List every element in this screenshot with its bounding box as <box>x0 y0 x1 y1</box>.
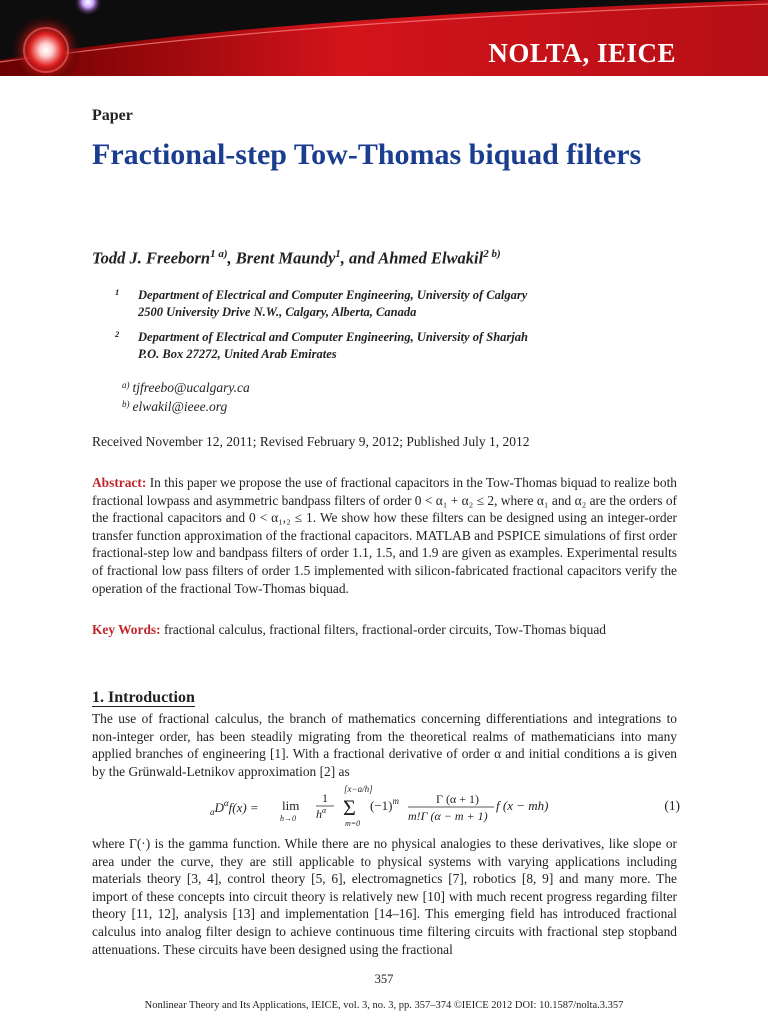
email-entry <box>122 377 250 396</box>
section-label: Paper <box>92 107 133 124</box>
svg-text:1: 1 <box>322 791 328 805</box>
affiliation-line: P.O. Box 27272, United Arab Emirates <box>138 347 337 361</box>
affiliation-line: Department of Electrical and Computer Engineering, University of Sharjah <box>138 330 528 344</box>
page-number: 357 <box>374 972 394 986</box>
keywords-text: fractional calculus, fractional filters, fractional-order circuits, Tow-Thomas biquad <box>163 622 606 637</box>
email-tag: b) <box>122 399 130 409</box>
affiliation-line: Department of Electrical and Computer Engineering, University of Calgary <box>138 288 528 302</box>
section-heading <box>92 689 677 707</box>
svg-text:aDαf(x) =: $_aD^\alpha f(x)$ = <box>210 798 259 817</box>
paper-title: Fractional-step Tow-Thomas biquad filters <box>92 138 642 171</box>
author-name: Ahmed Elwakil <box>378 248 484 268</box>
intro-paragraph: where Γ(·) is the gamma function. While there are no physical analogies to these derivatives, like slope or area under the curve, they are still applicable to physical systems with varying applications including materials theory [3, 4], control theory [5, 6], electromagnetics [7], robotics [8, 9] and many more. The import of these concepts into circuit theory is relatively new [10] with much recent progress regarding filter theory [11, 12], analysis [13] and implementation [14–16]. This emerging field has introduced fractional calculus into analog filter design to achieve continuous time filtering circuits with fractional step stopband attenuations. These circuits have been designed using the fractional <box>92 836 677 957</box>
abstract-label: Abstract: <box>92 475 147 490</box>
abstract-text: In this paper we propose the use of fractional capacitors in the Tow-Thomas biquad to realize both fractional lowpass and asymmetric bandpass filters of order 0 < α₁ + α₂ ≤ 2, where α₁ and α₂ are the orders of the fractional capacitors and 0 < α₁,₂ ≤ 1. We show how these filters can be designed using an integer-order transfer function approximation of the fractional capacitors. MATLAB and PSPICE simulations of first order fractional-step low and bandpass filters of order 1.1, 1.5, and 1.9 are given as examples. Experimental results of fractional low pass filters of order 1.5 implemented with silicon-fabricated fractional capacitors verify the operation of the fractional Tow-Thomas biquad. <box>92 475 677 596</box>
email-address[interactable]: elwakil@ieee.org <box>132 399 228 414</box>
svg-text:hα: $h^\alpha$ <box>316 806 327 821</box>
author-conjunction: , and <box>340 248 379 268</box>
affiliation-line: 2500 University Drive N.W., Calgary, Alberta, Canada <box>138 305 417 319</box>
svg-text:m=0: m=0 <box>345 819 361 828</box>
author-name: Brent Maundy <box>235 248 336 268</box>
svg-text:lim: lim <box>282 798 300 813</box>
keywords <box>92 621 677 639</box>
equation-graphic <box>210 782 590 832</box>
svg-text:m!Γ (α − m + 1): m!Γ (α − m + 1) <box>408 809 488 823</box>
abstract <box>92 474 677 597</box>
received-dates: Received November 12, 2011; Revised February 9, 2012; Published July 1, 2012 <box>92 434 530 449</box>
affiliation-number: 1 <box>115 287 120 297</box>
email-tag: a) <box>122 380 130 390</box>
equation-number: (1) <box>664 798 680 813</box>
email-entry <box>122 396 250 415</box>
page-footer: Nonlinear Theory and Its Applications, IEICE, vol. 3, no. 3, pp. 357–374 ©IEICE 2012 DOI: 10.1587/nolta.3.357 <box>144 1000 624 1011</box>
svg-text:Σ: Σ <box>343 795 356 820</box>
author-list <box>92 248 501 269</box>
author-marker: 2 b) <box>483 248 501 260</box>
svg-text:h→0: h→0 <box>280 814 296 823</box>
svg-text:[x−a/h]: [x−a/h] <box>344 784 373 794</box>
svg-text:(−1)m: $(-1)^m$ <box>370 796 399 813</box>
affiliation <box>115 329 528 363</box>
email-list <box>122 377 250 415</box>
keywords-label: Key Words: <box>92 622 161 637</box>
affiliation <box>115 287 528 321</box>
svg-text:Γ (α + 1): Γ (α + 1) <box>436 792 479 806</box>
author-marker: 1 <box>335 248 341 260</box>
author-name: Todd J. Freeborn <box>92 248 211 268</box>
equation <box>210 782 680 832</box>
section-heading-text: 1. Introduction <box>92 689 195 706</box>
author-marker: 1 a) <box>210 248 228 260</box>
affiliation-number: 2 <box>115 329 120 339</box>
author-separator: , <box>227 248 236 268</box>
email-address[interactable]: tjfreebo@ucalgary.ca <box>132 380 250 395</box>
journal-banner <box>0 0 768 76</box>
journal-name: NOLTA, IEICE <box>488 38 676 68</box>
intro-paragraph: The use of fractional calculus, the branch of mathematics concerning differentiations and integrations to non-integer order, has been steadily migrating from the theoretical realms of mathematicians into many applied branches of engineering [1]. With a fractional derivative of order α and initial conditions a is given by the Grünwald-Letnikov approximation [2] as <box>92 711 677 779</box>
svg-text:f (x − mh): f (x − mh) <box>496 798 549 813</box>
